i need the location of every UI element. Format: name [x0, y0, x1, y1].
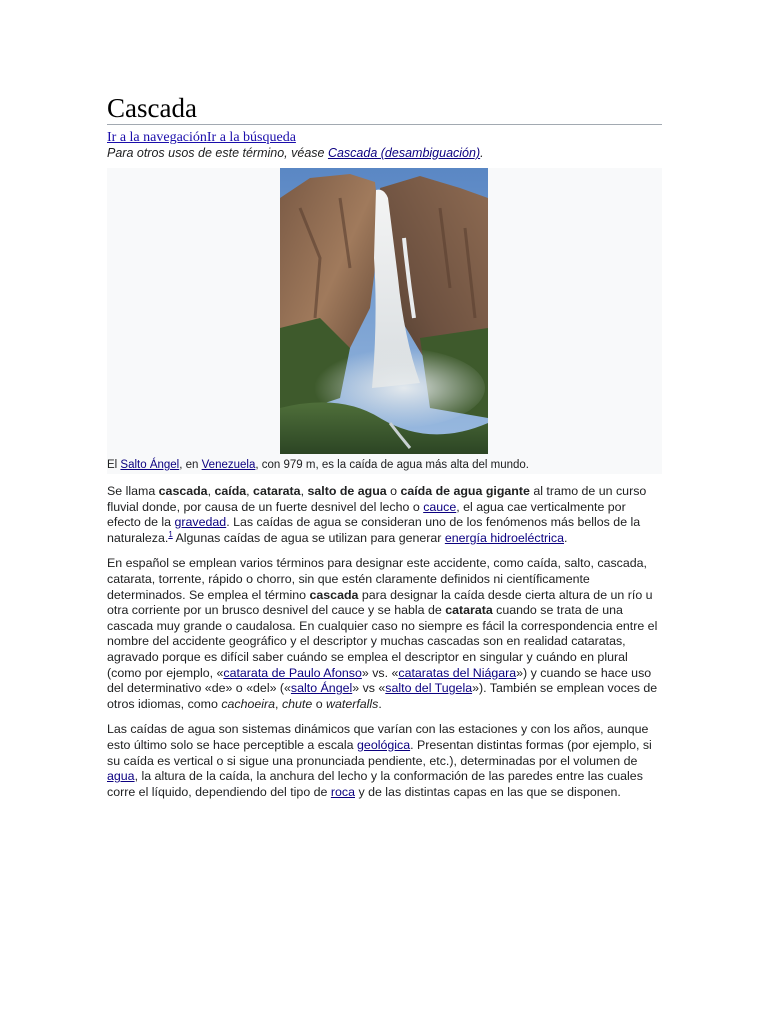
hatnote [107, 146, 661, 161]
text: » vs « [352, 681, 386, 696]
salto-tugela-link[interactable]: salto del Tugela [385, 681, 473, 696]
text: , la altura de la caída, la anchura del lecho y la conformación de las paredes entre las cuales corre el líquido, dependiendo del tipo de [107, 769, 643, 799]
salto-angel-link[interactable]: Salto Ángel [120, 459, 180, 471]
figure-thumbnail [107, 168, 662, 474]
page-title: Cascada [107, 93, 197, 123]
caption-text: , en [179, 459, 202, 471]
text: Algunas caídas de agua se utilizan para generar [172, 530, 445, 545]
text: y de las distintas capas en las que se disponen. [355, 784, 621, 799]
hatnote-text: Para otros usos de este término, véase [107, 146, 328, 160]
venezuela-link[interactable]: Venezuela [201, 459, 256, 471]
italic-term: waterfalls [326, 696, 379, 711]
geologica-link[interactable]: geológica [357, 737, 411, 752]
bold-term: caída [214, 484, 247, 498]
cataratas-niagara-link[interactable]: cataratas del Niágara [398, 665, 517, 680]
text: cuando se trata de una cascada muy grande o caudalosa. En cualquier caso no siempre es fácil la correspondencia entre el nombre del accidente geográfico y el descriptor y muchas cascadas son en realidad cataratas, agravado porque es difícil saber cuándo se emplea el descriptor en singular y cuándo en plural (como por ejemplo, « [107, 603, 658, 680]
text: para designar la caída desde cierta altura de un río u otra corriente por un brusco desnivel del cauce y se habla de [107, 587, 653, 618]
paragraph-terminology [107, 556, 661, 712]
energia-hidroelectrica-link[interactable]: energía hidroeléctrica [444, 530, 565, 545]
figure-caption [107, 458, 529, 472]
italic-term: cachoeira [221, 696, 276, 711]
bold-term: salto de agua [307, 484, 387, 498]
text: , [207, 484, 215, 498]
jump-links [107, 129, 661, 146]
caption-text: El [107, 459, 121, 471]
bold-term: caída de agua gigante [400, 484, 530, 498]
text: Las caídas de agua son sistemas dinámicos que varían con las estaciones y con los años, aunque esto último solo se hace perceptible a escala [107, 722, 649, 752]
paragraph-intro [107, 484, 661, 546]
cauce-link[interactable]: cauce [423, 499, 457, 514]
bold-term: cascada [309, 587, 359, 602]
text: Se llama [107, 484, 159, 498]
hatnote-suffix: . [480, 146, 484, 160]
title-divider [107, 124, 662, 125]
text: ») y cuando se hace uso del determinativo «de» o «del» (« [107, 665, 652, 696]
bold-term: catarata [253, 484, 301, 498]
reference-link[interactable]: 1 [168, 529, 173, 539]
text: . [564, 530, 568, 545]
jump-to-search-link[interactable]: Ir a la búsqueda [206, 130, 296, 145]
paragraph-dynamics [107, 722, 661, 800]
agua-link[interactable]: agua [107, 769, 135, 784]
gravedad-link[interactable]: gravedad [174, 515, 227, 530]
text: al tramo de un curso fluvial donde, por causa de un fuerte desnivel del lecho o [107, 484, 647, 514]
catarata-paulo-afonso-link[interactable]: catarata de Paulo Afonso [223, 665, 362, 680]
text: . Presentan distintas formas (por ejemplo, si su caída es vertical o si sigue una pronunciada pendiente, etc.), determinadas por el volumen de [107, 737, 652, 768]
jump-to-navigation-link[interactable]: Ir a la navegación [107, 130, 207, 145]
text: , el agua cae verticalmente por efecto de la [107, 499, 626, 530]
text: , [300, 484, 308, 498]
bold-term: cascada [158, 484, 208, 498]
caption-text: , con 979 m, es la caída de agua más alta del mundo. [255, 459, 529, 471]
text: , [246, 484, 254, 498]
text: . [378, 696, 382, 711]
disambiguation-link[interactable]: Cascada (desambiguación) [327, 146, 481, 160]
bold-term: catarata [445, 603, 493, 618]
italic-term: chute [281, 696, 313, 711]
text: o [312, 696, 327, 711]
text: »). También se emplean voces de otros idiomas, como [107, 681, 658, 711]
text: , [275, 696, 282, 711]
text: » vs. « [361, 665, 399, 680]
text: . Las caídas de agua se consideran uno de los fenómenos más bellos de la naturaleza. [107, 515, 641, 545]
text: o [386, 484, 401, 498]
roca-link[interactable]: roca [330, 784, 355, 799]
waterfall-photo[interactable] [280, 168, 488, 454]
article-content [107, 92, 661, 800]
salto-angel-link[interactable]: salto Ángel [290, 681, 353, 696]
text: En español se emplean varios términos para designar este accidente, como caída, salto, cascada, catarata, torrente, rápido o chorro, sin que estén claramente definidos ni científicamente determinados. Se emplea el término [107, 556, 647, 602]
